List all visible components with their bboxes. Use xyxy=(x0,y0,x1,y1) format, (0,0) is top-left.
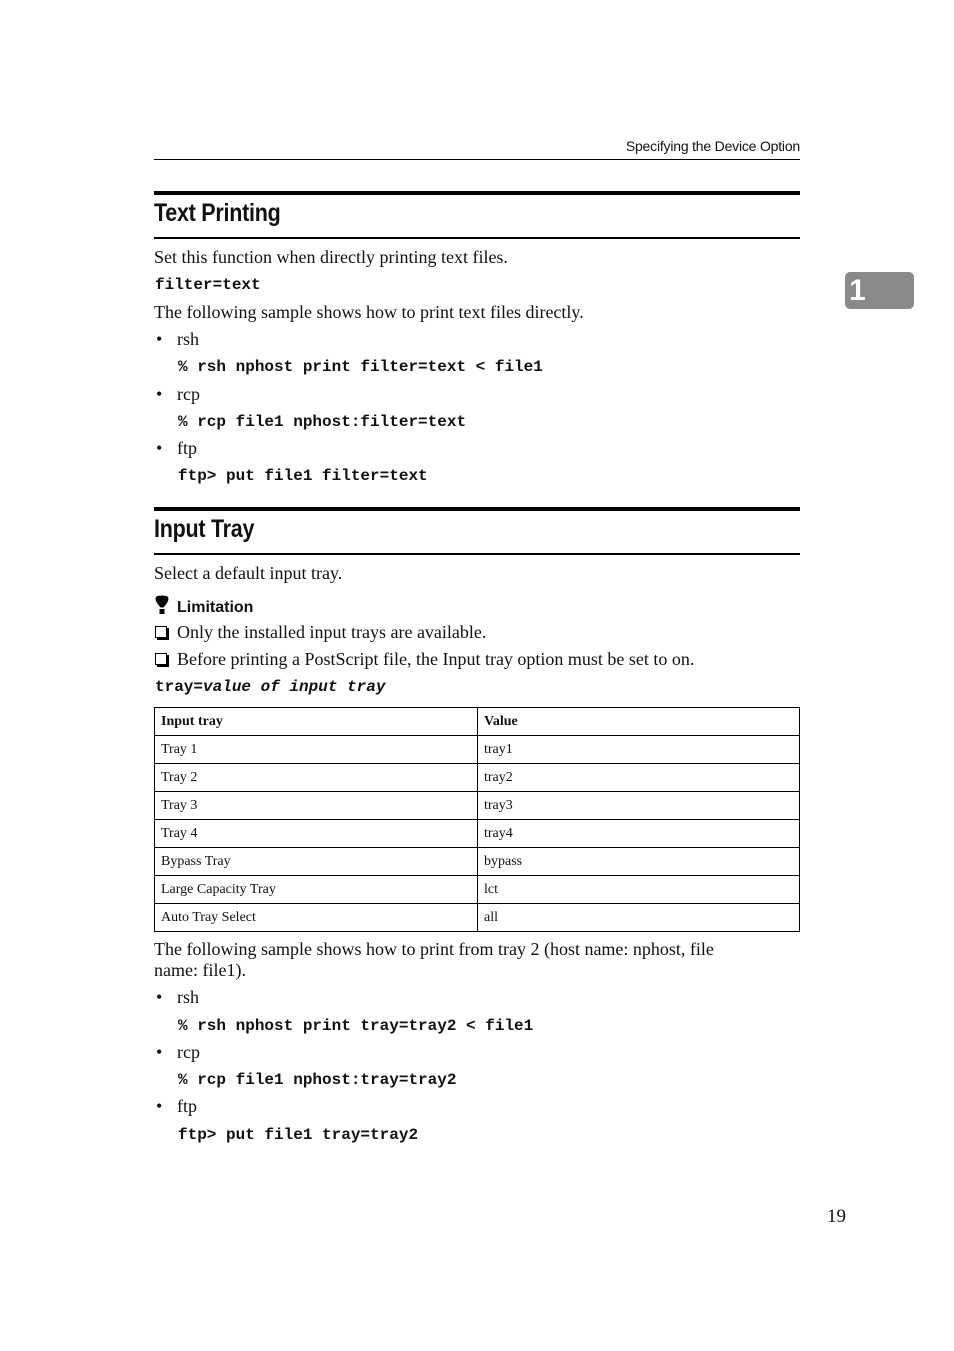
table-row xyxy=(155,848,800,876)
table-row xyxy=(155,764,800,792)
table-header-row xyxy=(155,708,800,736)
input-tray-syntax xyxy=(155,677,385,697)
input-tray-sample-intro-cont: name: file1). xyxy=(154,960,246,980)
example-command-rsh: % rsh nphost print filter=text < file1 xyxy=(178,358,543,376)
table-row xyxy=(155,736,800,764)
table-cell-value: all xyxy=(478,904,800,932)
table-row xyxy=(155,904,800,932)
limitation-item: Only the installed input trays are available. xyxy=(177,622,487,642)
bullet-icon: • xyxy=(156,329,163,349)
checkbox-bullet-icon xyxy=(155,653,167,665)
input-tray-table xyxy=(154,707,800,932)
example-method-rcp: rcp xyxy=(177,1042,200,1062)
syntax-prefix: tray= xyxy=(155,678,204,696)
example-command-ftp: ftp> put file1 tray=tray2 xyxy=(178,1126,419,1144)
bullet-icon: • xyxy=(156,384,163,404)
header-rule xyxy=(154,159,800,160)
example-command-rcp: % rcp file1 nphost:filter=text xyxy=(178,413,467,431)
example-method-ftp: ftp xyxy=(177,1096,197,1116)
column-header-input-tray: Input tray xyxy=(155,708,478,736)
section-bottom-rule xyxy=(154,237,800,239)
example-command-rsh: % rsh nphost print tray=tray2 < file1 xyxy=(178,1017,534,1035)
checkbox-bullet-icon xyxy=(155,626,167,638)
limitation-item: Before printing a PostScript file, the Input tray option must be set to on. xyxy=(177,649,695,669)
table-cell-value: tray2 xyxy=(478,764,800,792)
chapter-number: 1 xyxy=(849,274,866,307)
table-cell-tray: Tray 4 xyxy=(155,820,478,848)
table-cell-value: bypass xyxy=(478,848,800,876)
example-command-rcp: % rcp file1 nphost:tray=tray2 xyxy=(178,1071,457,1089)
table-cell-value: tray1 xyxy=(478,736,800,764)
column-header-value: Value xyxy=(478,708,800,736)
table-cell-tray: Tray 3 xyxy=(155,792,478,820)
table-cell-value: tray3 xyxy=(478,792,800,820)
input-tray-sample-intro: The following sample shows how to print from tray 2 (host name: nphost, file xyxy=(154,939,714,959)
table-row xyxy=(155,820,800,848)
running-header: Specifying the Device Option xyxy=(625,138,800,154)
limitation-title: Limitation xyxy=(177,599,254,616)
table-cell-tray: Auto Tray Select xyxy=(155,904,478,932)
table-cell-value: tray4 xyxy=(478,820,800,848)
example-command-ftp: ftp> put file1 filter=text xyxy=(178,467,428,485)
input-tray-intro: Select a default input tray. xyxy=(154,563,343,583)
text-printing-sample-intro: The following sample shows how to print text files directly. xyxy=(154,302,584,322)
example-method-ftp: ftp xyxy=(177,438,197,458)
table-cell-tray: Tray 2 xyxy=(155,764,478,792)
text-printing-syntax: filter=text xyxy=(155,276,261,294)
section-top-rule xyxy=(154,507,800,511)
example-method-rcp: rcp xyxy=(177,384,200,404)
page-number: 19 xyxy=(827,1206,846,1227)
text-printing-intro: Set this function when directly printing text files. xyxy=(154,247,508,267)
bullet-icon: • xyxy=(156,987,163,1007)
table-cell-tray: Bypass Tray xyxy=(155,848,478,876)
section-top-rule xyxy=(154,191,800,195)
chapter-tab xyxy=(845,272,914,309)
example-method-rsh: rsh xyxy=(177,987,199,1007)
table-row xyxy=(155,876,800,904)
table-cell-tray: Large Capacity Tray xyxy=(155,876,478,904)
section-title-text-printing: Text Printing xyxy=(154,199,281,227)
table-row xyxy=(155,792,800,820)
syntax-placeholder: value of input tray xyxy=(203,678,386,696)
bullet-icon: • xyxy=(156,438,163,458)
table-cell-tray: Tray 1 xyxy=(155,736,478,764)
table-cell-value: lct xyxy=(478,876,800,904)
section-bottom-rule xyxy=(154,553,800,555)
example-method-rsh: rsh xyxy=(177,329,199,349)
bullet-icon: • xyxy=(156,1096,163,1116)
section-title-input-tray: Input Tray xyxy=(154,515,255,543)
bullet-icon: • xyxy=(156,1042,163,1062)
limitation-icon xyxy=(154,595,170,615)
